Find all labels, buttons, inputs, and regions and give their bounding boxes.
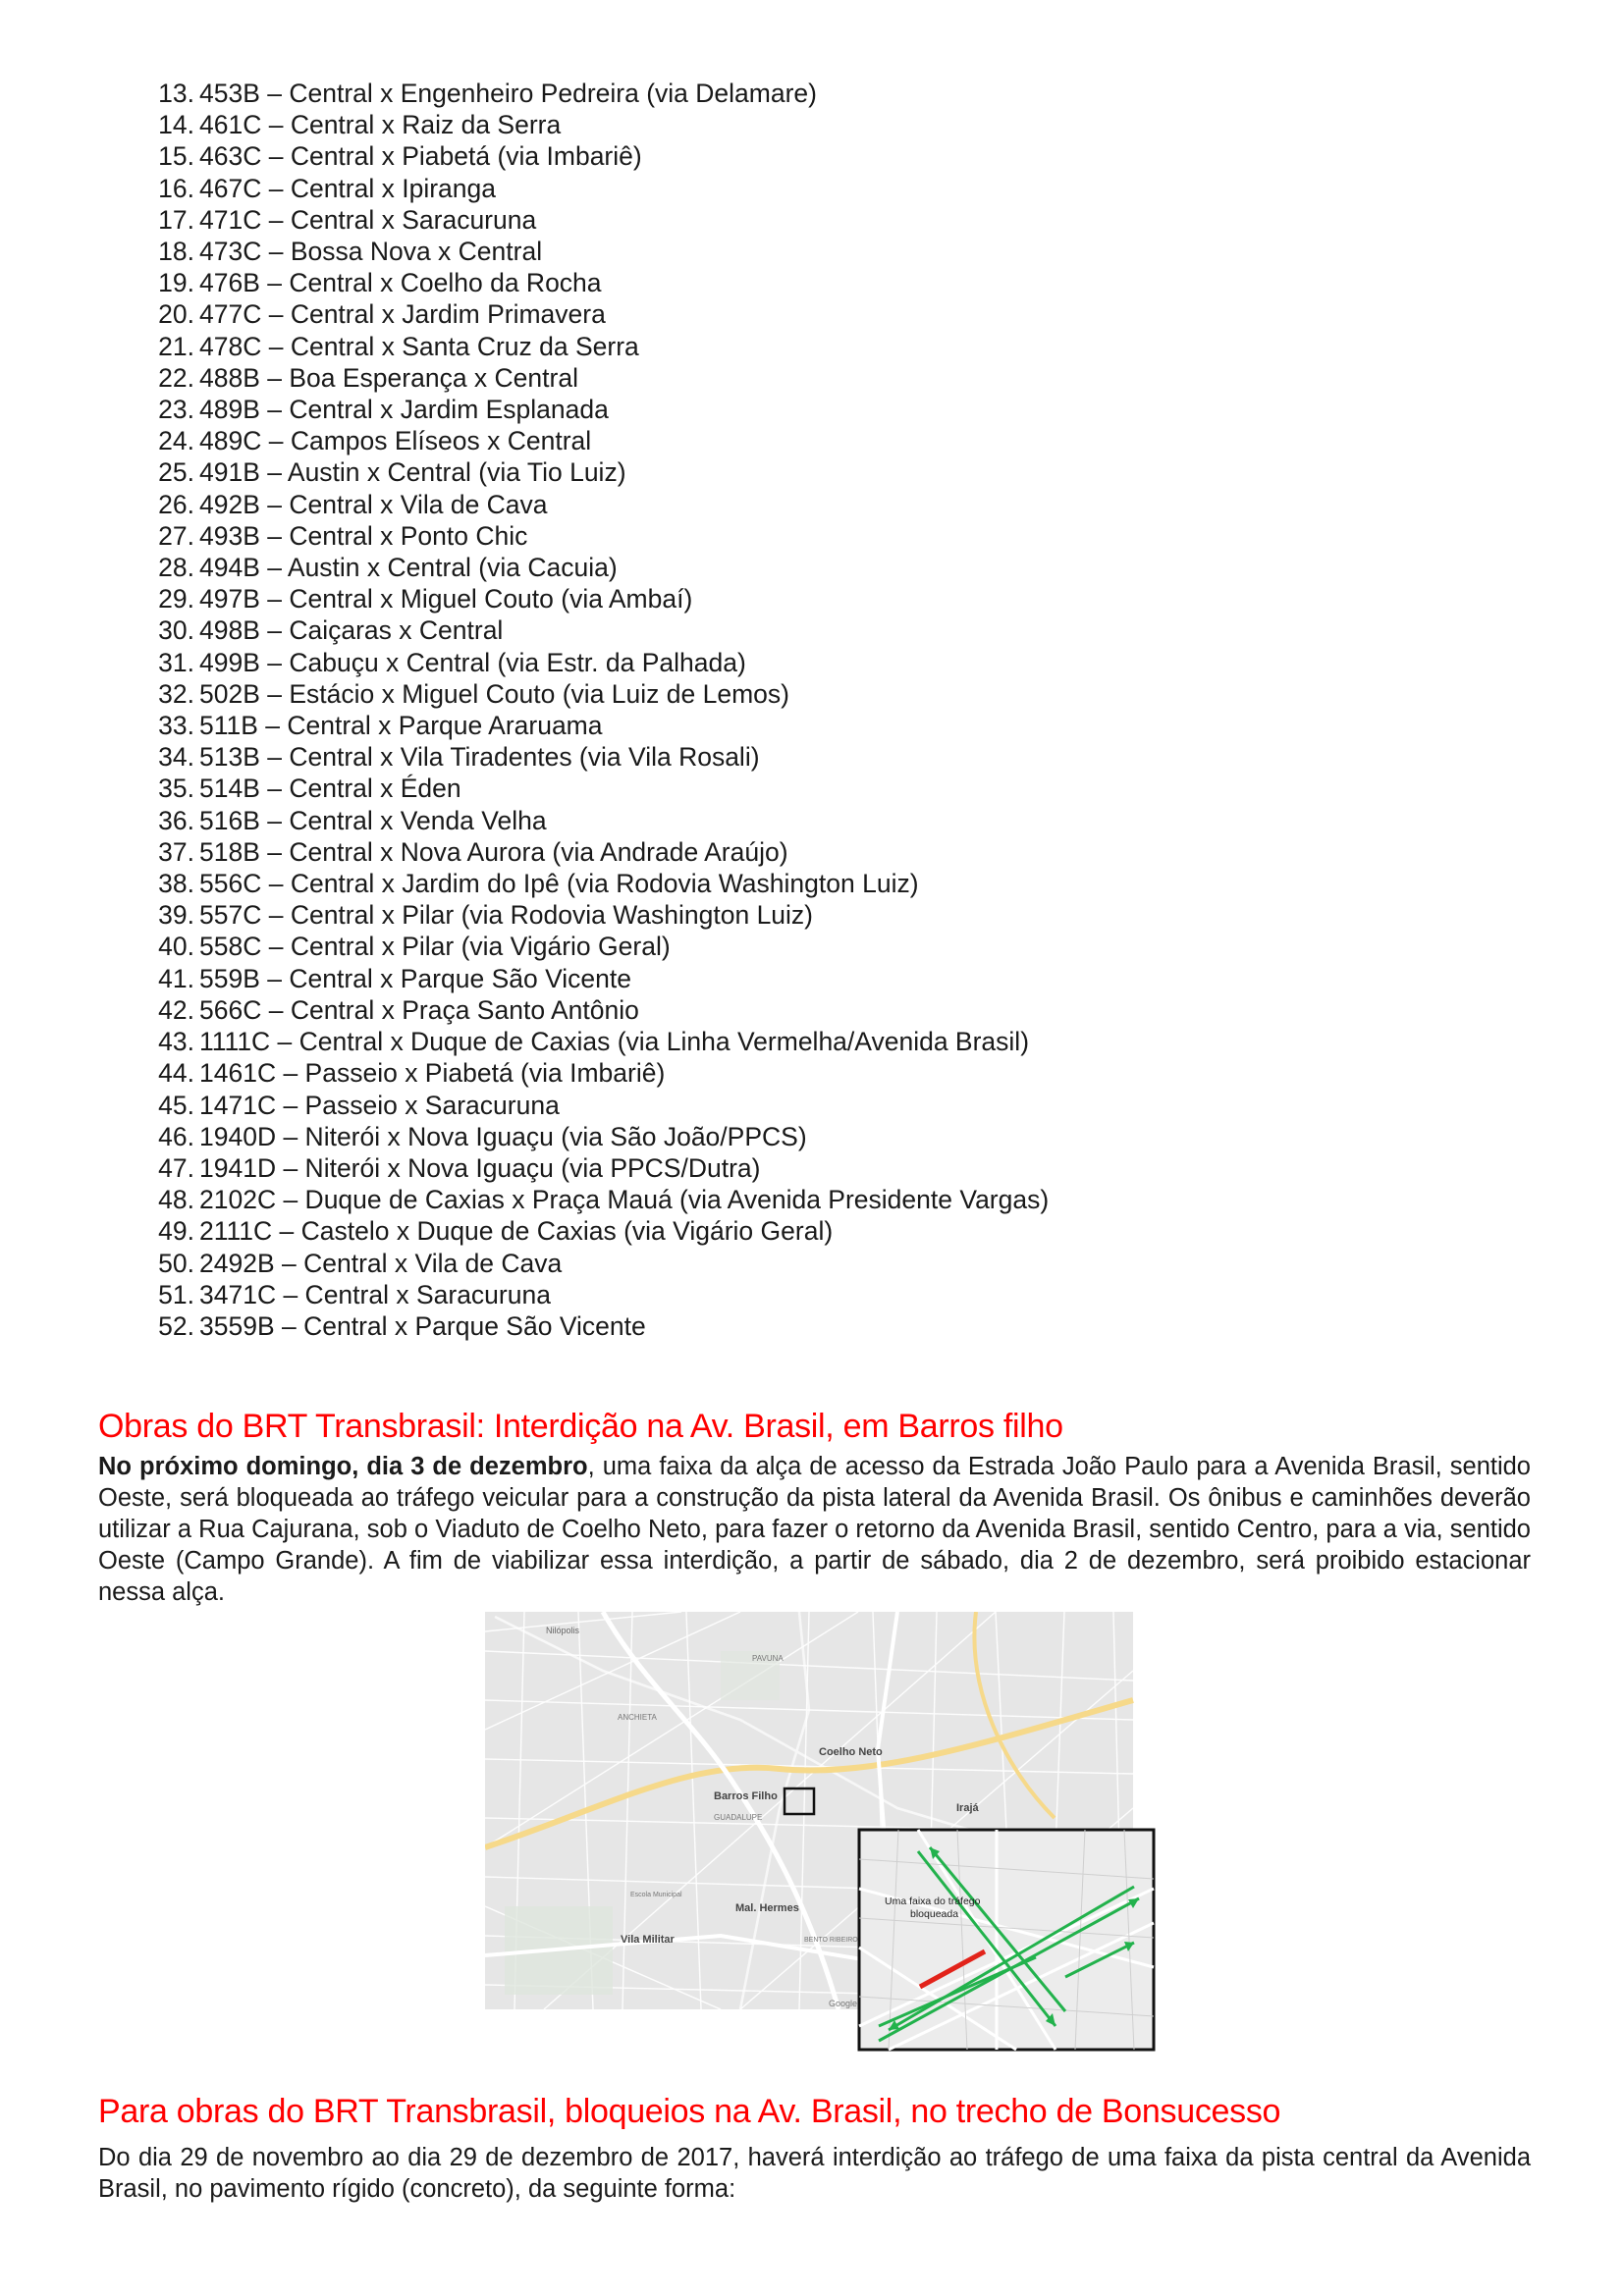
route-list-item [149,140,1049,172]
route-text: 467C – Central x Ipiranga [199,173,496,203]
route-text: 502B – Estácio x Miguel Couto (via Luiz de Lemos) [199,678,789,709]
route-list-item [149,236,1049,267]
route-list-item [149,267,1049,298]
route-number: 34. [158,742,194,773]
date-highlight: No próximo domingo, dia 3 de dezembro [98,1453,588,1480]
route-list-item [149,109,1049,140]
route-text: 489B – Central x Jardim Esplanada [199,395,609,425]
route-number: 17. [158,204,194,235]
paragraph-body: , uma faixa da alça de acesso da Estrada João Paulo para a Avenida Brasil, sentido Oeste, será bloqueada ao tráfego veicular para a construção da pista lateral da Avenida Brasil. Os ônibus e caminhões deverão utilizar a Rua Cajurana, sob o Viaduto de Coelho Neto, para fazer o retorno da Avenida Brasil, sentido Centro, para a via, sentido Oeste (Campo Grande). A fim de viabilizar essa interdição, a partir de sábado, dia 2 de dezembro, será proibido estacionar nessa alça. [98,1453,1531,1606]
route-number: 13. [158,79,194,108]
route-number: 39. [158,900,194,931]
inset-note-line1: Uma faixa do tráfego [885,1896,981,1907]
route-list-item [149,805,1049,836]
route-list-item [149,868,1049,899]
route-number: 29. [158,584,194,614]
route-list-item [149,836,1049,868]
route-list-item [149,489,1049,520]
route-list-item [149,394,1049,425]
route-list-item [149,1248,1049,1279]
route-text: 492B – Central x Vila de Cava [199,489,548,519]
map-label-escola: Escola Municipal [630,1892,682,1898]
route-list-item [149,520,1049,552]
route-number: 41. [158,963,194,993]
route-text: 494B – Austin x Central (via Cacuia) [199,553,618,583]
route-number: 48. [158,1185,194,1215]
route-number: 25. [158,457,194,488]
inset-note-line2: bloqueada [910,1908,959,1920]
route-list-item [149,78,1049,109]
route-number: 49. [158,1216,194,1247]
route-number: 14. [158,110,194,140]
route-number: 16. [158,173,194,203]
route-list-item [149,204,1049,236]
route-list-item [149,1090,1049,1121]
route-text: 477C – Central x Jardim Primavera [199,299,606,330]
route-text: 476B – Central x Coelho da Rocha [199,268,602,298]
section-paragraph-bonsucesso: Do dia 29 de novembro ao dia 29 de dezembro de 2017, haverá interdição ao tráfego de uma faixa da pista central da Avenida Brasil, no pavimento rígido (concreto), da seguinte forma: [98,2144,1531,2203]
route-text: 513B – Central x Vila Tiradentes (via Vila Rosali) [199,742,760,773]
route-number: 22. [158,362,194,393]
map-label-mal-hermes: Mal. Hermes [735,1902,799,1914]
map-label-guadalupe: GUADALUPE [714,1813,763,1822]
route-number: 47. [158,1152,194,1183]
route-number: 51. [158,1279,194,1309]
route-text: 498B – Caiçaras x Central [199,615,504,646]
route-list-item [149,362,1049,394]
route-text: 499B – Cabuçu x Central (via Estr. da Palhada) [199,647,746,677]
route-number: 26. [158,489,194,519]
route-number: 45. [158,1090,194,1120]
route-text: 2102C – Duque de Caxias x Praça Mauá (via Avenida Presidente Vargas) [199,1185,1050,1215]
map-label-coelho-neto: Coelho Neto [819,1746,883,1758]
route-list [149,78,1049,1342]
route-text: 1461C – Passeio x Piabetá (via Imbariê) [199,1058,666,1089]
section-title-bonsucesso: Para obras do BRT Transbrasil, bloqueios na Av. Brasil, no trecho de Bonsucesso [98,2093,1281,2130]
route-number: 24. [158,426,194,456]
section-title-barros-filho: Obras do BRT Transbrasil: Interdição na Av. Brasil, em Barros filho [98,1408,1063,1445]
route-number: 36. [158,805,194,835]
route-text: 471C – Central x Saracuruna [199,204,537,235]
route-number: 18. [158,237,194,267]
route-list-item [149,994,1049,1026]
route-text: 1471C – Passeio x Saracuruna [199,1090,560,1120]
route-text: 461C – Central x Raiz da Serra [199,110,562,140]
section-paragraph-barros-filho [98,1451,1531,1608]
route-list-item [149,1184,1049,1215]
route-text: 2111C – Castelo x Duque de Caxias (via Vigário Geral) [199,1216,834,1247]
route-list-item [149,899,1049,931]
map-label-barros-filho: Barros Filho [714,1790,778,1802]
route-list-item [149,456,1049,488]
route-list-item [149,583,1049,614]
route-text: 463C – Central x Piabetá (via Imbariê) [199,141,642,172]
route-text: 473C – Bossa Nova x Central [199,237,543,267]
route-number: 19. [158,268,194,298]
route-number: 52. [158,1310,194,1341]
route-list-item [149,931,1049,962]
route-number: 27. [158,520,194,551]
route-text: 478C – Central x Santa Cruz da Serra [199,331,639,361]
route-text: 514B – Central x Éden [199,774,461,804]
route-list-item [149,1152,1049,1184]
route-number: 15. [158,141,194,172]
route-number: 31. [158,647,194,677]
route-list-item [149,1310,1049,1342]
route-number: 33. [158,711,194,741]
route-number: 35. [158,774,194,804]
route-text: 559B – Central x Parque São Vicente [199,963,631,993]
route-list-item [149,773,1049,804]
route-list-item [149,741,1049,773]
route-number: 30. [158,615,194,646]
map-label-vila-militar: Vila Militar [621,1934,675,1946]
route-text: 518B – Central x Nova Aurora (via Andrade Araújo) [199,836,788,867]
route-list-item [149,552,1049,583]
route-text: 3471C – Central x Saracuruna [199,1279,551,1309]
route-number: 37. [158,836,194,867]
route-list-item [149,1279,1049,1310]
route-list-item [149,647,1049,678]
route-text: 2492B – Central x Vila de Cava [199,1248,563,1278]
route-text: 1941D – Niterói x Nova Iguaçu (via PPCS/Dutra) [199,1152,761,1183]
route-list-item [149,678,1049,710]
route-number: 50. [158,1248,194,1278]
route-text: 516B – Central x Venda Velha [199,805,547,835]
route-number: 20. [158,299,194,330]
route-text: 489C – Campos Elíseos x Central [199,426,592,456]
route-text: 566C – Central x Praça Santo Antônio [199,994,639,1025]
route-text: 453B – Central x Engenheiro Pedreira (via Delamare) [199,79,817,108]
route-number: 42. [158,994,194,1025]
route-list-item [149,298,1049,330]
map-label-nilopolis: Nilópolis [546,1626,580,1635]
route-text: 1111C – Central x Duque de Caxias (via Linha Vermelha/Avenida Brasil) [199,1027,1030,1057]
barros-filho-map [485,1612,1156,2052]
map-label-anchieta: ANCHIETA [618,1713,657,1722]
route-text: 1940D – Niterói x Nova Iguaçu (via São João/PPCS) [199,1121,807,1151]
route-number: 28. [158,553,194,583]
route-text: 556C – Central x Jardim do Ipê (via Rodovia Washington Luiz) [199,869,919,899]
map-inset [859,1830,1154,2050]
map-label-pavuna: PAVUNA [752,1654,784,1663]
route-list-item [149,1215,1049,1247]
route-list-item [149,425,1049,456]
route-text: 488B – Boa Esperança x Central [199,362,578,393]
route-list-item [149,614,1049,646]
route-number: 21. [158,331,194,361]
route-list-item [149,963,1049,994]
route-number: 38. [158,869,194,899]
map-google-logo: Google [829,1999,858,2008]
route-text: 557C – Central x Pilar (via Rodovia Washington Luiz) [199,900,814,931]
route-number: 46. [158,1121,194,1151]
route-number: 23. [158,395,194,425]
map-label-iraja: Irajá [956,1802,979,1814]
route-list-item [149,173,1049,204]
route-number: 40. [158,932,194,962]
route-number: 44. [158,1058,194,1089]
route-list-item [149,710,1049,741]
route-list-item [149,1026,1049,1057]
route-text: 3559B – Central x Parque São Vicente [199,1310,646,1341]
route-number: 32. [158,678,194,709]
route-text: 497B – Central x Miguel Couto (via Ambaí) [199,584,693,614]
route-text: 491B – Austin x Central (via Tio Luiz) [199,457,626,488]
route-list-item [149,1121,1049,1152]
route-text: 493B – Central x Ponto Chic [199,520,528,551]
route-text: 558C – Central x Pilar (via Vigário Geral) [199,932,671,962]
route-number: 43. [158,1027,194,1057]
route-list-item [149,1057,1049,1089]
route-list-item [149,331,1049,362]
map-label-bento-ribeiro: BENTO RIBEIRO [804,1937,858,1944]
route-text: 511B – Central x Parque Araruama [199,711,603,741]
